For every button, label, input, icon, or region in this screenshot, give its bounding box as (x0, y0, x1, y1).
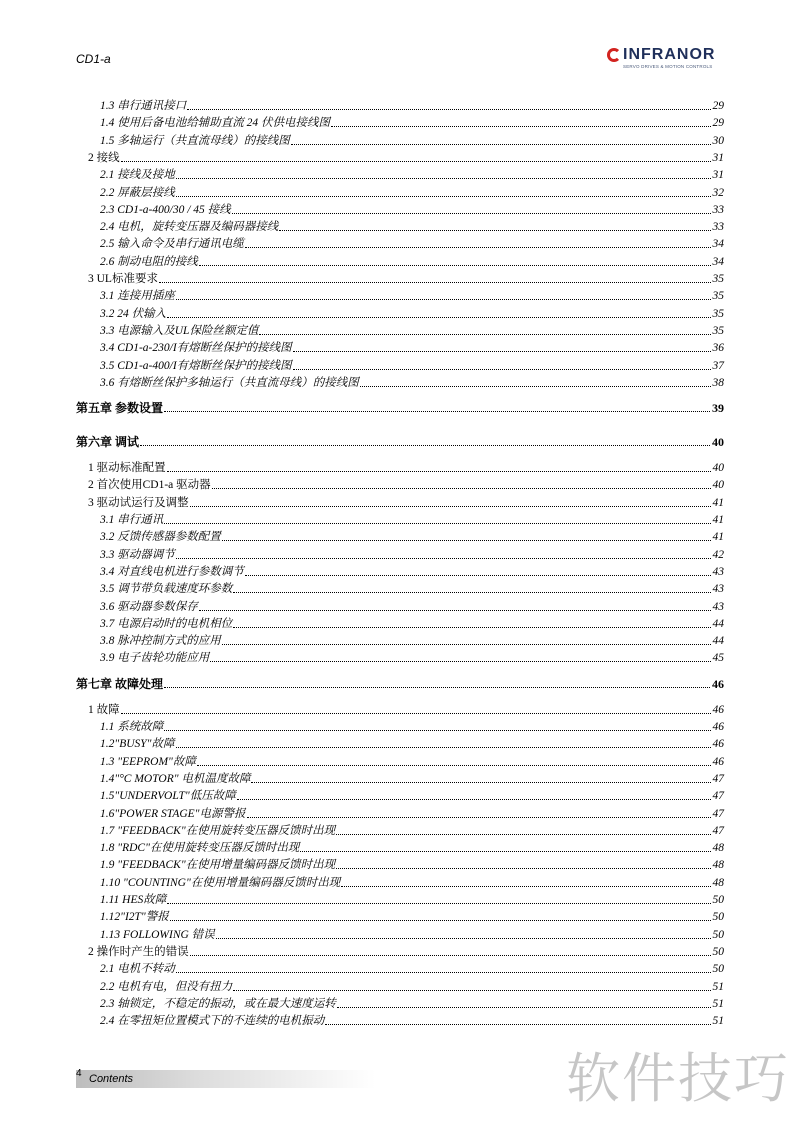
toc-leader-dots (293, 369, 711, 370)
toc-entry-label: 1.2"BUSY"故障 (100, 738, 175, 751)
toc-entry[interactable] (88, 269, 724, 286)
toc-entry-page: 50 (712, 945, 724, 958)
toc-entry[interactable] (100, 200, 724, 217)
toc-entry-page: 47 (712, 790, 724, 803)
toc-leader-dots (176, 558, 711, 559)
footer-label: Contents (89, 1073, 134, 1085)
toc-entry[interactable] (100, 217, 724, 234)
toc-entry[interactable] (100, 804, 724, 821)
toc-leader-dots (159, 282, 711, 283)
toc-entry-label: 2.1 接线及接地 (100, 169, 175, 182)
logo-subtitle: SERVO DRIVES & MOTION CONTROLS (623, 64, 713, 69)
toc-entry[interactable] (100, 356, 724, 373)
toc-entry-label: 2 首次使用CD1-a 驱动器 (88, 479, 211, 492)
toc-leader-dots (167, 471, 711, 472)
toc-entry[interactable] (88, 493, 724, 510)
toc-entry[interactable] (88, 475, 724, 492)
toc-entry-page: 33 (712, 221, 724, 234)
toc-entry[interactable] (100, 752, 724, 769)
logo-text: INFRANOR (623, 46, 716, 63)
toc-entry[interactable] (100, 96, 724, 113)
watermark: 软件技巧 (566, 1047, 790, 1110)
toc-leader-dots (167, 903, 710, 904)
toc-entry-page: 34 (712, 255, 724, 268)
toc-entry[interactable] (88, 148, 724, 165)
toc-entry-label: 3.2 反馈传感器参数配置 (100, 531, 221, 544)
toc-entry[interactable] (100, 597, 724, 614)
toc-entry-label: 3.1 连接用插座 (100, 290, 175, 303)
toc-leader-dots (212, 488, 711, 489)
brand-logo (607, 46, 727, 74)
toc-entry[interactable] (100, 734, 724, 751)
toc-entry-page: 31 (712, 169, 724, 182)
toc-leader-dots (279, 230, 710, 231)
toc-entry-page: 33 (712, 203, 724, 216)
toc-entry-page: 36 (712, 342, 724, 355)
toc-entry-label: 3.9 电子齿轮功能应用 (100, 652, 210, 665)
toc-leader-dots (190, 955, 711, 956)
toc-entry-page: 51 (712, 980, 724, 993)
toc-entry[interactable] (100, 786, 724, 803)
toc-entry-page: 46 (712, 676, 724, 691)
toc-entry-page: 41 (712, 514, 724, 526)
toc-entry-label: 2.1 电机不转动 (100, 963, 175, 976)
toc-leader-dots (222, 540, 711, 541)
toc-leader-dots (210, 661, 710, 662)
toc-entry-label: 3.7 电源启动时的电机相位 (100, 617, 233, 630)
toc-entry-page: 35 (712, 307, 724, 320)
toc-entry-label: 1 驱动标准配置 (88, 462, 166, 475)
toc-entry-page: 39 (712, 401, 724, 416)
toc-entry-label: 1.3 "EEPROM"故障 (100, 755, 196, 768)
toc-entry-label: 3.5 CD1-a-400/I有熔断丝保护的接线图 (100, 359, 292, 372)
toc-leader-dots (176, 178, 711, 179)
toc-entry[interactable] (100, 579, 724, 596)
toc-leader-dots (199, 265, 711, 266)
toc-entry-page: 32 (712, 186, 724, 199)
toc-entry-label: 3.6 驱动器参数保存 (100, 600, 198, 613)
toc-leader-dots (336, 868, 710, 869)
toc-entry[interactable] (100, 510, 724, 527)
toc-entry-page: 40 (712, 435, 724, 450)
toc-entry-page: 46 (712, 755, 724, 768)
toc-entry[interactable] (100, 907, 724, 924)
toc-leader-dots (251, 782, 710, 783)
toc-entry-page: 51 (712, 997, 724, 1010)
toc-entry-label: 第七章 故障处理 (76, 676, 164, 691)
toc-leader-dots (199, 610, 711, 611)
toc-entry[interactable] (100, 977, 724, 994)
toc-leader-dots (337, 1007, 711, 1008)
toc-entry-label: 1.5"UNDERVOLT"低压故障 (100, 790, 236, 803)
toc-leader-dots (140, 445, 710, 446)
toc-entry-page: 47 (712, 807, 724, 820)
toc-leader-dots (176, 196, 711, 197)
toc-leader-dots (164, 411, 710, 412)
toc-entry-page: 50 (712, 963, 724, 976)
toc-entry[interactable] (100, 631, 724, 648)
toc-entry-label: 3.3 驱动器调节 (100, 548, 175, 561)
toc-entry-page: 43 (712, 565, 724, 578)
toc-entry-label: 3.2 24 伏输入 (100, 307, 167, 320)
toc-entry-label: 1.7 "FEEDBACK"在使用旋转变压器反馈时出现 (100, 824, 336, 837)
toc-entry[interactable] (100, 959, 724, 976)
toc-leader-dots (164, 730, 710, 731)
toc-entry[interactable] (100, 890, 724, 907)
toc-entry-page: 40 (712, 479, 724, 492)
toc-entry-label: 1.4 使用后备电池给辅助直流 24 伏供电接线图 (100, 117, 330, 130)
toc-entry[interactable] (100, 994, 724, 1011)
toc-entry-page: 46 (712, 738, 724, 751)
toc-entry-page: 50 (712, 928, 724, 941)
toc-entry[interactable] (88, 700, 724, 717)
toc-entry[interactable] (100, 855, 724, 872)
toc-leader-dots (197, 765, 711, 766)
toc-entry-label: 1.5 多轴运行（共直流母线）的接线图 (100, 134, 290, 147)
toc-entry[interactable] (100, 925, 724, 942)
toc-entry-label: 1.3 串行通讯接口 (100, 100, 187, 112)
toc-entry-page: 41 (712, 531, 724, 544)
toc-leader-dots (121, 161, 711, 162)
toc-entry[interactable] (100, 562, 724, 579)
toc-entry-label: 1.4"°C MOTOR" 电机温度故障 (100, 772, 251, 785)
toc-leader-dots (245, 247, 711, 248)
toc-entry-label: 3.1 串行通讯 (100, 514, 164, 526)
toc-entry-page: 42 (712, 548, 724, 561)
toc-entry[interactable] (76, 432, 724, 449)
toc-leader-dots (331, 126, 711, 127)
toc-leader-dots (360, 386, 711, 387)
toc-entry-page: 29 (712, 117, 724, 130)
toc-entry-label: 第五章 参数设置 (76, 401, 164, 416)
toc-entry-label: 3 驱动试运行及调整 (88, 496, 189, 509)
logo-mark-icon (607, 48, 621, 62)
toc-leader-dots (341, 886, 710, 887)
toc-entry[interactable] (100, 304, 724, 321)
toc-entry[interactable] (100, 648, 724, 665)
toc-entry-label: 3.8 脉冲控制方式的应用 (100, 635, 221, 648)
toc-leader-dots (336, 834, 710, 835)
toc-entry[interactable] (100, 1011, 724, 1028)
toc-entry[interactable] (100, 113, 724, 130)
toc-entry-page: 50 (712, 894, 724, 906)
toc-entry-label: 1.11 HES故障 (100, 894, 167, 906)
toc-entry[interactable] (100, 286, 724, 303)
toc-leader-dots (237, 799, 711, 800)
toc-entry-label: 3.4 CD1-a-230/I有熔断丝保护的接线图 (100, 342, 292, 355)
toc-entry-label: 3.4 对直线电机进行参数调节 (100, 565, 244, 578)
toc-entry[interactable] (100, 234, 724, 251)
toc-leader-dots (291, 144, 711, 145)
toc-entry-label: 3.6 有熔断丝保护多轴运行（共直流母线）的接线图 (100, 376, 359, 389)
toc-leader-dots (300, 851, 710, 852)
toc-entry-label: 1.10 "COUNTING"在使用增量编码器反馈时出现 (100, 876, 341, 889)
toc-entry-page: 31 (712, 151, 724, 164)
toc-leader-dots (164, 687, 710, 688)
toc-entry[interactable] (100, 769, 724, 786)
toc-entry-page: 50 (712, 911, 724, 924)
toc-entry-label: 2 操作时产生的错误 (88, 945, 189, 958)
toc-entry-label: 2.3 轴锁定，不稳定的振动，或在最大速度运转 (100, 997, 336, 1010)
toc-entry[interactable] (100, 373, 724, 390)
toc-entry[interactable] (88, 942, 724, 959)
toc-entry[interactable] (100, 614, 724, 631)
toc-entry-label: 2 接线 (88, 151, 120, 164)
toc-entry-page: 44 (712, 635, 724, 648)
toc-entry[interactable] (100, 321, 724, 338)
toc-leader-dots (167, 317, 710, 318)
toc-entry-label: 3.3 电源输入及UL保险丝额定值 (100, 324, 259, 337)
toc-entry[interactable] (100, 545, 724, 562)
toc-entry[interactable] (100, 131, 724, 148)
toc-entry-page: 38 (712, 376, 724, 389)
toc-entry-page: 43 (712, 600, 724, 613)
toc-entry-label: 1.6"POWER STAGE"电源警报 (100, 807, 246, 820)
toc-entry[interactable] (100, 821, 724, 838)
toc-leader-dots (233, 592, 710, 593)
toc-entry-page: 47 (712, 824, 724, 837)
toc-entry-page: 44 (712, 617, 724, 630)
toc-entry-page: 30 (712, 134, 724, 147)
toc-entry-page: 45 (712, 652, 724, 665)
toc-entry-page: 35 (712, 324, 724, 337)
toc-entry-label: 1 故障 (88, 703, 120, 716)
toc-entry[interactable] (76, 674, 724, 691)
toc-leader-dots (170, 920, 711, 921)
toc-leader-dots (233, 990, 710, 991)
toc-leader-dots (232, 213, 711, 214)
toc-entry-page: 40 (712, 462, 724, 475)
toc-entry[interactable] (100, 873, 724, 890)
toc-leader-dots (293, 351, 711, 352)
toc-leader-dots (222, 644, 711, 645)
toc-entry[interactable] (88, 458, 724, 475)
toc-entry-page: 48 (712, 876, 724, 889)
toc-entry-page: 48 (712, 859, 724, 872)
toc-leader-dots (190, 506, 711, 507)
toc-entry-page: 43 (712, 583, 724, 596)
toc-entry[interactable] (100, 165, 724, 182)
toc-leader-dots (325, 1024, 710, 1025)
toc-leader-dots (187, 109, 710, 110)
toc-entry-label: 2.4 在零扭矩位置模式下的不连续的电机振动 (100, 1015, 325, 1028)
toc-leader-dots (233, 627, 710, 628)
header-doc-title: CD1-a (76, 52, 111, 66)
toc-entry[interactable] (100, 338, 724, 355)
toc-entry[interactable] (100, 252, 724, 269)
toc-entry-label: 2.2 屏蔽层接线 (100, 186, 175, 199)
toc-entry-page: 29 (712, 100, 724, 112)
toc-entry-page: 51 (712, 1015, 724, 1028)
toc-leader-dots (245, 575, 711, 576)
toc-entry-label: 2.6 制动电阻的接线 (100, 255, 198, 268)
toc-entry[interactable] (100, 183, 724, 200)
toc-entry-label: 1.1 系统故障 (100, 721, 164, 733)
toc-entry-page: 46 (712, 703, 724, 716)
toc-entry-label: 1.9 "FEEDBACK"在使用增量编码器反馈时出现 (100, 859, 336, 872)
toc-entry-page: 47 (712, 772, 724, 785)
toc-leader-dots (121, 713, 711, 714)
toc-entry-label: 2.4 电机，旋转变压器及编码器接线 (100, 221, 279, 234)
toc-entry-label: 2.5 输入命令及串行通讯电缆 (100, 238, 244, 251)
toc-entry-page: 34 (712, 238, 724, 251)
toc-leader-dots (176, 972, 711, 973)
toc-entry-page: 41 (712, 496, 724, 509)
toc-entry[interactable] (100, 838, 724, 855)
footer-page-number: 4 (76, 1068, 82, 1079)
toc-entry-page: 35 (712, 273, 724, 285)
toc-entry-label: 1.13 FOLLOWING 错误 (100, 928, 215, 941)
toc-entry[interactable] (76, 398, 724, 415)
toc-entry-label: 第六章 调试 (76, 435, 140, 450)
toc-leader-dots (247, 817, 711, 818)
toc-entry-label: 3.5 调节带负载速度环参数 (100, 583, 233, 596)
toc-entry[interactable] (100, 717, 724, 734)
toc-entry-label: 1.8 "RDC"在使用旋转变压器反馈时出现 (100, 842, 300, 855)
toc-leader-dots (164, 523, 710, 524)
toc-entry-label: 3 UL标准要求 (88, 273, 158, 285)
toc-entry-label: 2.3 CD1-a-400/30 / 45 接线 (100, 203, 231, 216)
toc-leader-dots (259, 334, 710, 335)
toc-leader-dots (216, 938, 711, 939)
toc-entry-label: 1.12"I2T"警报 (100, 911, 169, 924)
toc-entry-page: 35 (712, 290, 724, 303)
toc-entry[interactable] (100, 527, 724, 544)
toc-entry-page: 37 (712, 359, 724, 372)
toc-entry-page: 46 (712, 721, 724, 733)
toc-entry-label: 2.2 电机有电，但没有扭力 (100, 980, 233, 993)
toc-leader-dots (176, 747, 711, 748)
toc-leader-dots (176, 299, 711, 300)
toc-entry-page: 48 (712, 842, 724, 855)
